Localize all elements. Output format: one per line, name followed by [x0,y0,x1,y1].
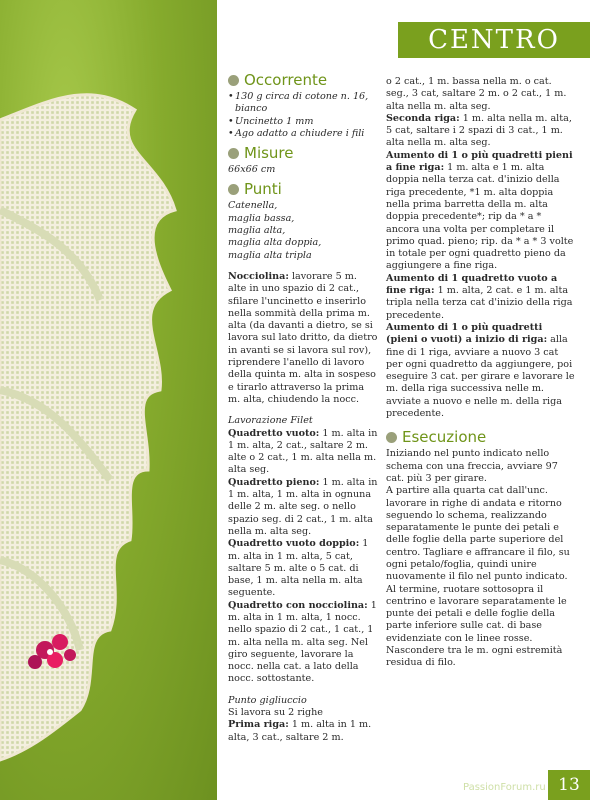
page-number-tab [548,770,590,800]
list-item: • Uncinetto 1 mm [228,116,378,128]
materials-list [228,91,378,140]
left-text-column [228,72,378,744]
filet-item: Quadretto vuoto doppio: 1 m. alta in 1 m. alta, 5 cat, saltare 5 m. alte o 5 cat. di base, 1 m. alta nella m. alta seguente. [228,538,369,599]
aumento-inizio: Aumento di 1 o più quadretti (pieni o vuoti) a inizio di riga: alla fine di 1 riga, avviare a nuovo 3 cat per ogni quadretto da aggiungere, poi eseguire 3 cat. per girare e lavorare le m. della riga successiva nelle m. avviate a nuovo e nelle m. della riga precedente. [386,321,575,420]
header-bar [398,22,590,58]
list-item: • Ago adatto a chiudere i fili [228,128,378,140]
bullet-dot-icon [228,148,239,159]
right-text-column [386,76,576,670]
bullet-dot-icon [228,184,239,195]
stitch-item: maglia alta doppia, [228,237,322,249]
size-value: 66x66 cm [228,164,276,176]
stitch-item: maglia alta, [228,225,286,237]
bullet-dot-icon [228,75,239,86]
aumento-pieni: Aumento di 1 o più quadretti pieni a fine riga: 1 m. alta e 1 m. alta doppia nella terza cat. d'inizio della riga precedente, *1 m. alta doppia nella prima barretta della m. alta doppia precedente*; rip da * a * ancora una volta per completare il primo quad. pieno; rip. da * a * 3 volte in totale per ogni quadretto pieno da aggiungere a fine riga. [386,149,574,272]
punti-heading: Punti [228,181,378,198]
bullet-dot-icon [386,432,397,443]
occorrente-heading: Occorrente [228,72,378,89]
doily-photo [0,0,217,800]
esecuzione-body: A partire alla quarta cat dall'unc. lavorare in righe di andata e ritorno seguendo lo schema, realizzando separatamente le punte dei petali e delle foglie della parte superiore del centro. Tagliare e affrancare il filo, su ogni petalo/foglia, quindi unire nuovamente il filo nel punto indicato. Al termine, ruotare sottosopra il centrino e lavorare separatamente le punte dei petali e delle foglie della parte inferiore sulle cat. di base evidenziate con le linee rosse. Nascondere tra le m. ogni estremità residua di filo. [386,485,570,669]
seconda-riga: Seconda riga: 1 m. alta nella m. alta, 5 cat, saltare i 2 spazi di 3 cat., 1 m. alta nella m. alta seg. [386,112,572,149]
watermark: PassionForum.ru [463,782,546,793]
stitch-item: maglia alta tripla [228,249,312,261]
gigliuccio-heading: Punto gigliuccio [228,694,307,706]
nocciolina-paragraph: Nocciolina: lavorare 5 m. alte in uno spazio di 2 cat., sfilare l'uncinetto e inserirlo nella sommità della prima m. alta (da davanti a dietro, se si lavora sul lato dritto, da dietro in avanti se si lavora sul rov), riprendere l'anello di lavoro della quinta m. alta in sospeso e tirarlo attraverso la prima m. alta, chiudendo la nocc. [228,270,378,405]
esecuzione-intro: Iniziando nel punto indicato nello schema con una freccia, avviare 97 cat. più 3 per girare. [386,448,558,484]
filet-item: Quadretto con nocciolina: 1 m. alta in 1 m. alta, 1 nocc. nello spazio di 2 cat., 1 cat., 1 m. alta nella m. alta seg. Nel giro seguente, lavorare la nocc. nella cat. a lato della nocc. sottostante. [228,599,377,685]
gigliuccio-intro: Si lavora su 2 righe [228,707,323,719]
esecuzione-heading: Esecuzione [386,429,576,446]
stitch-item: maglia bassa, [228,212,295,224]
page-title: CENTRO [428,25,560,55]
stitch-item: Catenella, [228,200,278,212]
filet-item: Quadretto vuoto: 1 m. alta in 1 m. alta, 2 cat., saltare 2 m. alte o 2 cat., 1 m. alta nella m. alta seg. [228,427,378,476]
filet-heading: Lavorazione Filet [228,415,313,427]
misure-heading: Misure [228,145,378,162]
page-number: 13 [558,775,580,795]
list-item: • 130 g circa di cotone n. 16, bianco [228,91,378,116]
gigliuccio-continued: o 2 cat., 1 m. bassa nella m. o cat. seg., 3 cat, saltare 2 m. o 2 cat., 1 m. alta nella m. alta seg. [386,76,567,112]
filet-item: Quadretto pieno: 1 m. alta in 1 m. alta, 1 m. alta in ognuna delle 2 m. alte seg. o nello spazio seg. di 2 cat., 1 m. alta nella m. alta seg. [228,476,378,537]
aumento-vuoto: Aumento di 1 quadretto vuoto a fine riga: 1 m. alta, 2 cat. e 1 m. alta tripla nella terza cat d'inizio della riga precedente. [386,272,573,321]
gigliuccio-prima: Prima riga: 1 m. alta in 1 m. alta, 3 cat., saltare 2 m. [228,719,372,743]
doily-image [0,90,200,770]
